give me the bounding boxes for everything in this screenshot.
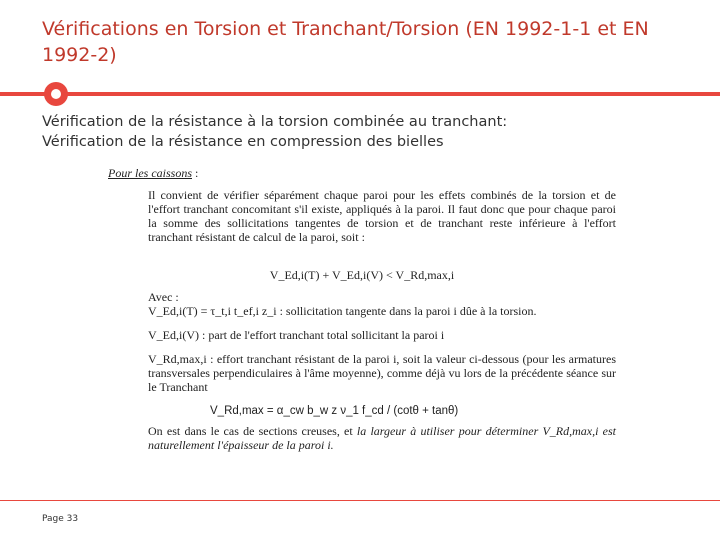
circle-bullet-icon (44, 82, 68, 106)
page-number: Page 33 (42, 514, 79, 524)
definition-resistance-text: : effort tranchant résistant de la paroi i, soit la valeur ci-dessous (pour les armatures transversales perpendiculaires à l'âme moyenne), comme déjà vu lors de la précédente séance sur le Tranchant (148, 352, 616, 394)
intro-paragraph: Il convient de vérifier séparément chaque paroi pour les effets combinés de la torsion et de l'effort tranchant concomitant s'il existe, appliqués à la paroi. Il faut donc que pour chaque paroi la somme des sollicitations tangentes de torsion et de tranchant reste inférieure à l'effort tranchant résistant de calcul de la paroi, soit : (148, 188, 616, 244)
footer-divider (0, 500, 720, 501)
definition-torsion (148, 304, 616, 318)
section-heading-text: Pour les caissons (108, 166, 192, 180)
conclusion-paragraph (108, 424, 616, 452)
definition-resistance-symbol: V_Rd,max,i (148, 352, 207, 366)
conclusion-text-plain: On est dans le cas de sections creuses, et (148, 424, 357, 438)
avec-label: Avec : (148, 290, 179, 304)
definition-shear-text: : part de l'effort tranchant total sollicitant la paroi i (199, 328, 445, 342)
subtitle-line-2: Vérification de la résistance en compression des bielles (42, 134, 444, 150)
slide-subtitle (42, 112, 682, 152)
conclusion-text-italic: la largeur à utiliser pour déterminer V_Rd,max,i est naturellement l'épaisseur de la paroi i. (148, 424, 616, 452)
definition-torsion-text: : sollicitation tangente dans la paroi i dûe à la torsion. (276, 304, 537, 318)
section-heading (108, 166, 616, 180)
title-divider (0, 92, 720, 96)
section-heading-suffix: : (192, 166, 199, 180)
definition-shear-symbol: V_Ed,i(V) (148, 328, 199, 342)
inequality-formula: V_Ed,i(T) + V_Ed,i(V) < V_Rd,max,i (269, 268, 455, 282)
definition-torsion-symbol: V_Ed,i(T) = τ_t,i t_ef,i z_i (148, 304, 277, 318)
slide-title: Vérifications en Torsion et Tranchant/Torsion (EN 1992-1-1 et EN 1992-2) (42, 18, 649, 66)
definitions-list (108, 290, 616, 394)
definition-shear (148, 328, 616, 342)
document-excerpt (108, 166, 616, 452)
resistance-formula: V_Rd,max = α_cw b_w z ν_1 f_cd / (cotθ + tanθ) (210, 405, 459, 417)
subtitle-line-1: Vérification de la résistance à la torsion combinée au tranchant: (42, 114, 508, 130)
definition-resistance (148, 352, 616, 394)
